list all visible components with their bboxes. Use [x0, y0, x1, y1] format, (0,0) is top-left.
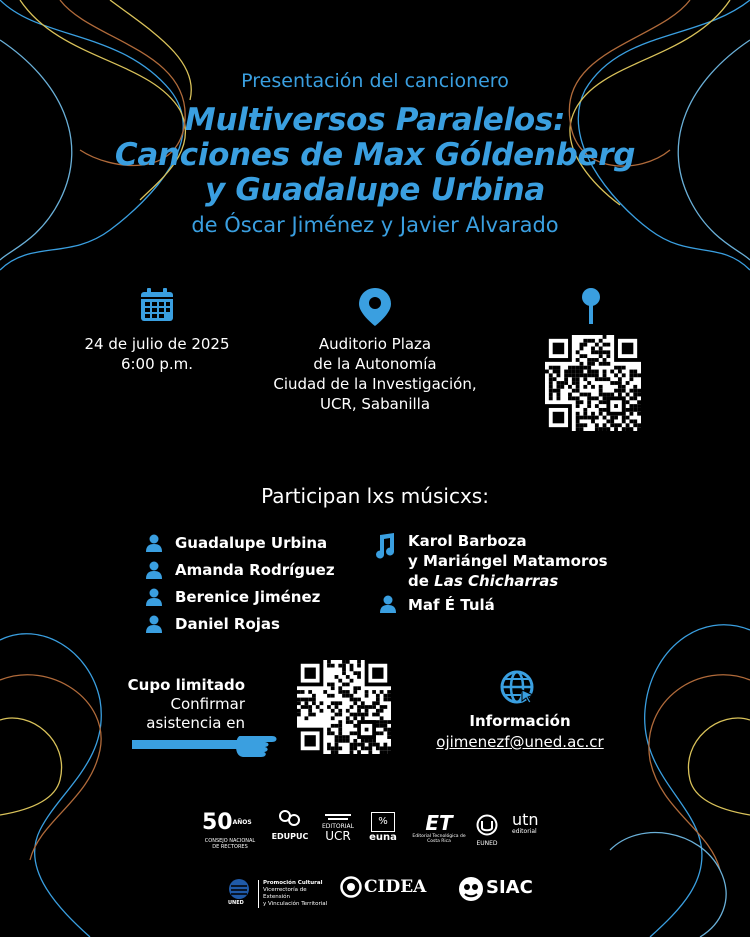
event-date: 24 de julio de 2025 [84, 335, 230, 353]
rsvp-line-1: Cupo limitado [127, 676, 245, 694]
title-line-3: y Guadalupe Urbina [204, 172, 546, 208]
music-note-icon [372, 533, 396, 559]
musician-group-line-2: y Mariángel Matamoros [408, 552, 608, 570]
event-time: 6:00 p.m. [120, 355, 194, 373]
authors: de Óscar Jiménez y Javier Alvarado [191, 213, 559, 237]
venue-line-4: UCR, Sabanilla [319, 395, 431, 413]
person-icon [146, 588, 162, 606]
person-icon [380, 595, 396, 613]
event-venue [250, 334, 500, 414]
rsvp-line-2: Confirmar [170, 695, 245, 713]
subtitle: Presentación del cancionero [241, 70, 509, 92]
group-name-italic: Las Chicharras [434, 572, 559, 590]
person-icon [146, 615, 162, 633]
page-title [0, 103, 750, 208]
musician-group-line-1: Karol Barboza [408, 532, 527, 550]
musician-group-line-3 [408, 571, 608, 591]
musicians-heading: Participan lxs músicxs: [261, 484, 489, 508]
contact-email-link[interactable]: ojimenezf@uned.ac.cr [436, 733, 604, 751]
musician-item: Berenice Jiménez [175, 588, 321, 606]
editorial-ucr-logo: EDITORIAL UCR [318, 814, 358, 843]
map-pushpin-icon [580, 288, 602, 324]
musician-item: Daniel Rojas [175, 615, 280, 633]
location-pin-icon [358, 288, 392, 326]
event-date-time [72, 334, 242, 374]
group-line-3-prefix: de [408, 572, 435, 590]
title-line-1: Multiversos Paralelos: [184, 102, 566, 138]
title-line-2: Canciones de Max Góldenberg [114, 137, 636, 173]
editorial-tecnologica-logo: ET Editorial Tecnológica de Costa Rica [412, 811, 466, 844]
euned-logo: EUNED [470, 814, 504, 847]
utn-logo: utn editorial [512, 810, 539, 835]
globe-icon [500, 670, 534, 704]
venue-line-3: Ciudad de la Investigación, [273, 375, 477, 393]
rsvp-text [110, 676, 245, 733]
location-qr-code[interactable] [545, 335, 641, 431]
rsvp-line-3: asistencia en [146, 714, 245, 732]
person-icon [146, 561, 162, 579]
information-block [410, 711, 630, 753]
conare-logo: $50^{AÑOS}$ CONSEJO NACIONAL DE RECTORES [202, 810, 256, 850]
musician-group [408, 531, 608, 591]
musician-maf-e-tula: Maf É Tulá [408, 596, 495, 614]
calendar-icon [140, 288, 174, 322]
edupuc-logo: EDUPUC [268, 808, 312, 841]
musician-item: Amanda Rodríguez [175, 561, 335, 579]
information-heading: Información [469, 712, 571, 730]
person-icon [146, 534, 162, 552]
musician-item: Guadalupe Urbina [175, 534, 328, 552]
venue-line-2: de la Autonomía [313, 355, 437, 373]
poster: Presentación del cancionero Multiversos Paralelos: Canciones de Max Góldenberg y Guadalupe Urbina de Óscar Jiménez y Javier Alvarado 24 de julio de 2025 6:00 p.m. Auditorio Plaza de la Autonomía Ciudad de la Investigación, UCR, Sabanilla Participan lxs músicxs: Guadalupe Urbina Amanda Rodríguez Berenice Jiménez Daniel Rojas Karol Barboza y Mariángel Matamoros de Las Chicharras Maf É Tulá Cupo limitado Confirmar asistencia en Información ojimenezf@uned.ac.cr $50^{AÑOS}$ CONSEJO NACIONAL DE RECTORES EDUPUC EDITORIAL UCR % euna ET Editorial Tecnológica de Costa Rica EUNED utn editorial UNED Promoción Cultural Vicerrectoría de Extensión y Vinculación Territorial CIDEA SIAC [0, 0, 750, 937]
pointing-hand-icon [132, 728, 284, 760]
euna-logo: % euna [366, 812, 400, 843]
rsvp-qr-code[interactable] [297, 660, 391, 754]
venue-line-1: Auditorio Plaza [318, 335, 432, 353]
